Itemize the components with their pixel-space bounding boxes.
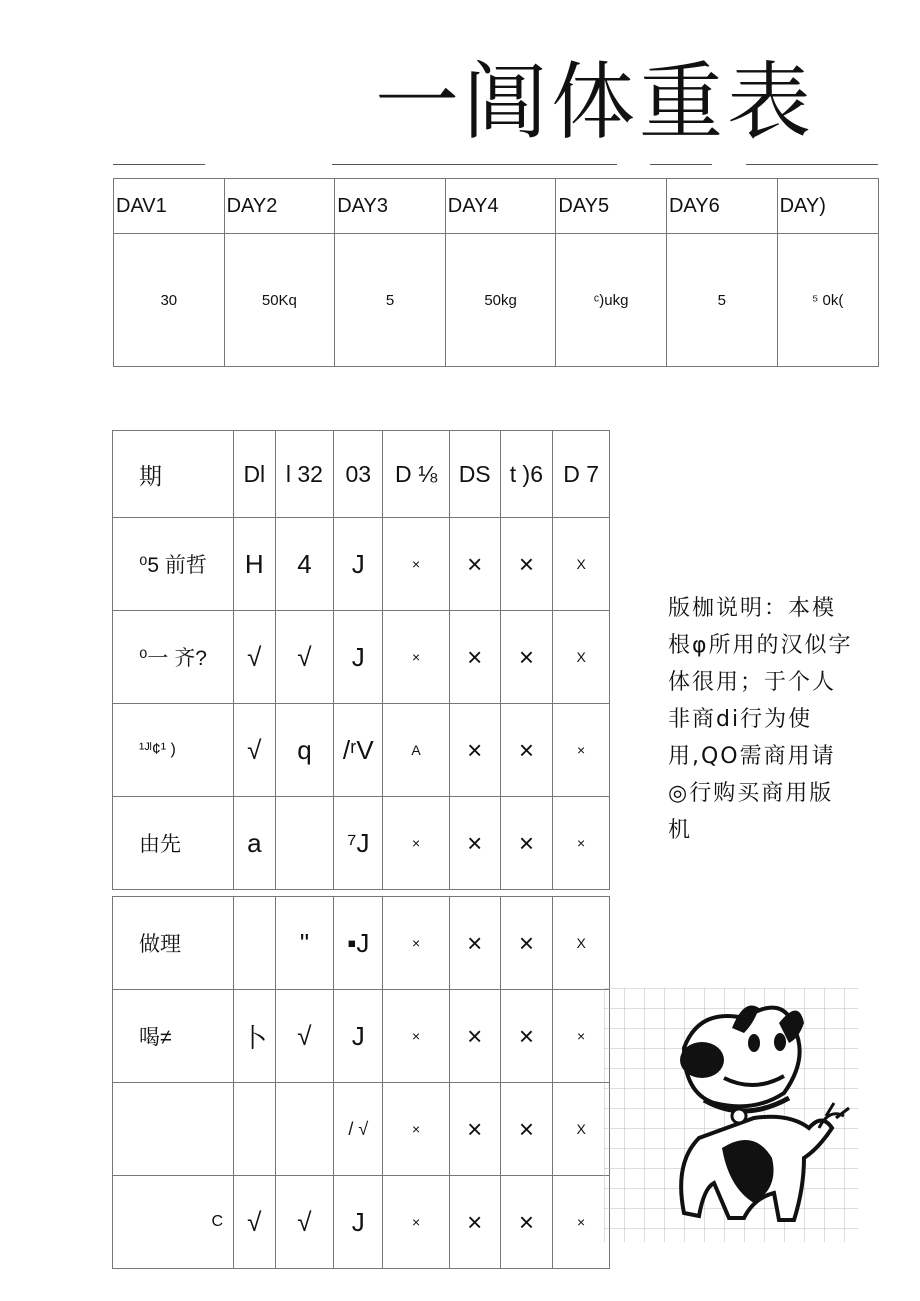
check-cell[interactable]: H [234, 518, 276, 611]
rule-line [332, 164, 617, 165]
check-cell[interactable]: × [500, 704, 553, 797]
row-label: 做理 [113, 897, 234, 990]
check-cell[interactable]: × [383, 518, 450, 611]
table-row [113, 1176, 610, 1269]
check-cell[interactable]: √ [275, 1176, 334, 1269]
header-cell: t )6 [500, 431, 553, 518]
header-cell: DS [449, 431, 500, 518]
day-header: DAY4 [445, 179, 556, 234]
row-label: ¹ᴶˡ¢¹ ) [113, 704, 234, 797]
check-cell[interactable] [234, 897, 276, 990]
weight-value-row [114, 234, 879, 367]
weight-value[interactable]: ᶜ)ukg [556, 234, 667, 367]
check-cell[interactable]: X [553, 897, 610, 990]
day-header: DAY2 [224, 179, 335, 234]
check-cell[interactable]: ⁷J [334, 797, 383, 890]
row-label: C [113, 1176, 234, 1269]
check-cell[interactable]: X [553, 518, 610, 611]
row-label: 由先 [113, 797, 234, 890]
check-cell[interactable]: √ [234, 611, 276, 704]
check-cell[interactable]: × [449, 1176, 500, 1269]
check-cell[interactable]: / √ [334, 1083, 383, 1176]
row-label: ⁰一 齐? [113, 611, 234, 704]
check-cell[interactable]: ▪J [334, 897, 383, 990]
check-cell[interactable]: × [500, 1176, 553, 1269]
table-row [113, 990, 610, 1083]
day-header: DAY) [777, 179, 878, 234]
row-label: ⁰5 前哲 [113, 518, 234, 611]
check-cell[interactable]: X [553, 1083, 610, 1176]
header-cell: D 7 [553, 431, 610, 518]
header-label: 期 [113, 431, 234, 518]
check-cell[interactable]: 卜 [234, 990, 276, 1083]
check-cell[interactable]: a [234, 797, 276, 890]
check-cell[interactable]: × [383, 611, 450, 704]
check-cell[interactable]: × [449, 611, 500, 704]
check-cell[interactable]: 4 [275, 518, 334, 611]
check-cell[interactable]: q [275, 704, 334, 797]
weight-value[interactable]: 5 [666, 234, 777, 367]
day-header: DAV1 [114, 179, 225, 234]
check-cell[interactable]: × [383, 990, 450, 1083]
table-row [113, 518, 610, 611]
weight-header-row [114, 179, 879, 234]
check-cell[interactable] [234, 1083, 276, 1176]
check-cell[interactable]: × [500, 518, 553, 611]
check-cell[interactable]: J [334, 990, 383, 1083]
check-cell[interactable]: √ [275, 611, 334, 704]
table-row [113, 797, 610, 890]
day-header: DAY3 [335, 179, 446, 234]
check-cell[interactable]: √ [234, 1176, 276, 1269]
row-label: 喝≠ [113, 990, 234, 1083]
check-cell[interactable]: × [449, 797, 500, 890]
check-cell[interactable]: × [449, 990, 500, 1083]
check-header-row [113, 431, 610, 518]
check-cell[interactable]: × [553, 797, 610, 890]
check-cell[interactable]: × [383, 897, 450, 990]
table-row [113, 704, 610, 797]
row-label [113, 1083, 234, 1176]
check-cell[interactable]: × [449, 897, 500, 990]
check-cell[interactable]: × [500, 611, 553, 704]
table-row [113, 611, 610, 704]
check-cell[interactable]: /ʳV [334, 704, 383, 797]
check-cell[interactable]: J [334, 518, 383, 611]
check-cell[interactable]: × [449, 1083, 500, 1176]
check-cell[interactable]: " [275, 897, 334, 990]
header-cell: D ⅛ [383, 431, 450, 518]
weight-value[interactable]: 30 [114, 234, 225, 367]
table-separator [113, 890, 610, 897]
check-cell[interactable]: × [500, 990, 553, 1083]
rule-line [746, 164, 878, 165]
dog-icon [604, 988, 858, 1242]
header-cell: Dl [234, 431, 276, 518]
day-header: DAY5 [556, 179, 667, 234]
check-cell[interactable]: × [553, 990, 610, 1083]
rule-line [113, 164, 205, 165]
check-table [112, 430, 610, 1269]
check-cell[interactable]: × [449, 518, 500, 611]
weight-table [113, 178, 879, 367]
check-cell[interactable]: √ [275, 990, 334, 1083]
header-cell: 03 [334, 431, 383, 518]
weight-value[interactable]: 5 [335, 234, 446, 367]
check-cell[interactable]: × [449, 704, 500, 797]
check-cell[interactable] [275, 797, 334, 890]
check-cell[interactable]: J [334, 1176, 383, 1269]
check-cell[interactable]: X [553, 611, 610, 704]
check-cell[interactable]: × [383, 1083, 450, 1176]
check-cell[interactable]: J [334, 611, 383, 704]
page-title: 一阊体重表 [375, 53, 816, 151]
dog-illustration [604, 988, 858, 1242]
weight-value[interactable]: 50Kq [224, 234, 335, 367]
day-header: DAY6 [666, 179, 777, 234]
check-cell[interactable]: × [383, 797, 450, 890]
check-cell[interactable]: × [553, 1176, 610, 1269]
header-cell: l 32 [275, 431, 334, 518]
check-cell[interactable] [275, 1083, 334, 1176]
check-cell[interactable]: × [500, 1083, 553, 1176]
weight-value[interactable]: 50kg [445, 234, 556, 367]
check-cell[interactable]: × [383, 1176, 450, 1269]
check-cell[interactable]: A [383, 704, 450, 797]
check-cell[interactable]: × [500, 797, 553, 890]
weight-value[interactable]: ⁵ 0k( [777, 234, 878, 367]
usage-note: 版枷说明：本模根φ所用的汉似字体很用；于个人非商di行为使用,QO需商用请◎行购买商用版机 [668, 596, 853, 843]
check-cell[interactable]: × [500, 897, 553, 990]
check-cell[interactable]: × [553, 704, 610, 797]
table-row [113, 1083, 610, 1176]
rule-line [650, 164, 712, 165]
check-cell[interactable]: √ [234, 704, 276, 797]
table-row [113, 897, 610, 990]
